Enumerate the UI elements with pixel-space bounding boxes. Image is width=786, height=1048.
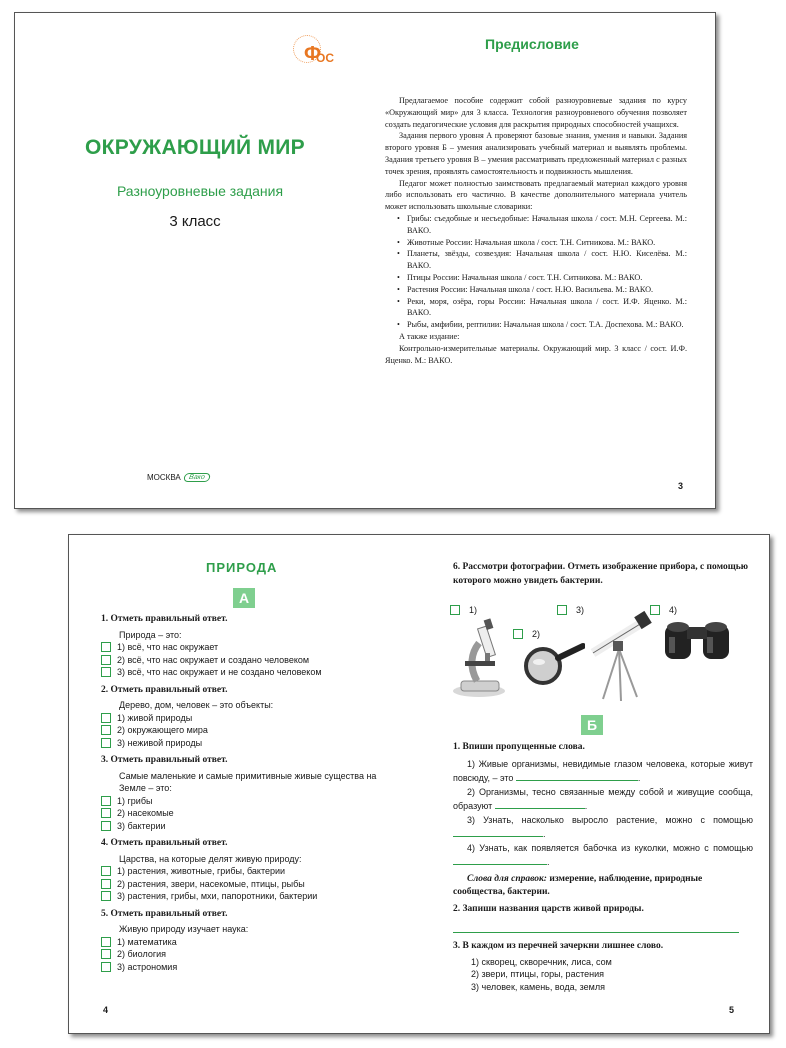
task-a3 <box>101 754 401 832</box>
checkbox[interactable] <box>101 962 111 972</box>
page-number: 3 <box>678 481 684 491</box>
option-label: 2) биология <box>117 949 167 959</box>
reference-label: Слова для справок: <box>467 873 547 884</box>
reference-words <box>453 873 753 899</box>
checkbox[interactable] <box>557 605 567 615</box>
task-number: 5. <box>101 908 109 919</box>
option-label: 3) бактерии <box>117 820 166 831</box>
checkbox[interactable] <box>101 713 111 723</box>
task-a5 <box>101 908 401 974</box>
task-heading: Отметь правильный ответ. <box>110 755 228 765</box>
option-label: 1) математика <box>117 936 177 947</box>
option-label: 1) <box>469 605 478 615</box>
option-label: 2) растения, звери, насекомые, птицы, рыбы <box>117 878 305 889</box>
publisher <box>147 473 210 482</box>
answer-option[interactable] <box>101 890 401 903</box>
page-number-right: 5 <box>729 1005 735 1015</box>
checkbox[interactable] <box>101 949 111 959</box>
answer-option[interactable] <box>101 878 401 891</box>
task-number: 1. <box>101 614 109 624</box>
fgos-logo <box>297 41 341 67</box>
answer-option[interactable] <box>101 654 401 667</box>
task-question: Самые маленькие и самые примитивные живые существа на Земле – это: <box>119 770 377 793</box>
list-item: • Птицы России: Начальная школа / сост. Т.Н. Ситникова. М.: ВАКО. <box>385 272 687 284</box>
task-heading: Отметь правильный ответ. <box>110 908 228 919</box>
list-item: 1) скворец, скворечник, лиса, сом <box>471 956 612 967</box>
task-heading: Впиши пропущенные слова. <box>462 742 585 752</box>
preface-paragraph: Задания первого уровня А проверяют базовые знания, умения и навыки. Задания второго уровня Б – умения анализировать учебный материал и выявлять проблемы. Задания третьего уровня В – умения рассматривать предложенный материал с разных точек зрения, проявлять самостоятельность и подвижность мышления. <box>385 131 687 176</box>
answer-option[interactable] <box>101 961 401 974</box>
task-number: 6. <box>453 562 461 572</box>
preface-last: Контрольно-измерительные материалы. Окружающий мир. 3 класс / сост. И.Ф. Яценко. М.: ВАКО. <box>385 343 687 365</box>
book-title: ОКРУЖАЮЩИЙ МИР <box>85 136 305 159</box>
answer-option[interactable] <box>101 666 401 679</box>
sentence-text: 3) Узнать, насколько выросло растение, можно с помощью <box>467 814 753 825</box>
answer-option[interactable] <box>101 724 401 737</box>
task-b1 <box>453 741 753 899</box>
publisher-logo-icon: Вако <box>183 473 211 482</box>
checkbox[interactable] <box>101 738 111 748</box>
option-label: 2) насекомые <box>117 808 174 818</box>
option-label: 2) всё, что нас окружает и создано человеком <box>117 654 310 665</box>
option-label: 3) растения, грибы, мхи, папоротники, бактерии <box>117 891 318 901</box>
task-b2 <box>453 903 753 933</box>
option-label: 3) неживой природы <box>117 737 203 748</box>
task-heading: Рассмотри фотографии. Отметь изображение прибора, с помощью которого можно увидеть бактерии. <box>453 562 748 586</box>
option-label: 3) астрономия <box>117 961 178 972</box>
section-title: ПРИРОДА <box>206 560 278 575</box>
preface-paragraph: Предлагаемое пособие содержит собой разноуровневые задания по курсу «Окружающий мир» для 3 класса. Технология разноуровневого обучения позволяет создать педагогические условия для раскрытия природных способностей учащихся. <box>385 96 687 129</box>
level-a-tasks <box>101 613 401 973</box>
sentence-text: 4) Узнать, как появляется бабочка из куколки, можно с помощью <box>467 842 753 853</box>
answer-blank[interactable] <box>453 856 547 865</box>
checkbox[interactable] <box>101 879 111 889</box>
sentence-text: 1) Живые организмы, невидимые глазом человека, которые живут повсюду, – это <box>453 758 753 783</box>
answer-option[interactable] <box>101 948 401 961</box>
sentence-2: 2) Организмы, тесно связанные между собой и живущие сообща, образуют . <box>453 786 753 811</box>
logo-text: ОС <box>316 51 334 65</box>
option-label: 1) живой природы <box>117 712 193 723</box>
answer-option[interactable] <box>101 865 401 878</box>
photo-option-2[interactable] <box>513 629 540 639</box>
book-grade: 3 класс <box>169 213 221 230</box>
checkbox[interactable] <box>101 891 111 901</box>
task-number: 3. <box>101 755 109 765</box>
checkbox[interactable] <box>450 605 460 615</box>
list-item: • Растения России: Начальная школа / сост. Н.Ю. Васильева. М.: ВАКО. <box>385 284 687 296</box>
checkbox[interactable] <box>101 642 111 652</box>
magnifier-icon <box>521 640 585 686</box>
level-a-badge: А <box>233 588 255 608</box>
task-number: 2. <box>101 684 109 695</box>
task-question: Дерево, дом, человек – это объекты: <box>119 700 274 710</box>
list-item: • Животные России: Начальная школа / сост. Т.Н. Ситникова. М.: ВАКО. <box>385 237 687 249</box>
checkbox[interactable] <box>101 808 111 818</box>
task-number: 4. <box>101 838 109 848</box>
task-a4 <box>101 837 401 903</box>
sentence-1: 1) Живые организмы, невидимые глазом человека, которые живут повсюду, – это . <box>453 758 753 783</box>
preface-also: А также издание: <box>399 331 460 341</box>
task-question: Царства, на которые делят живую природу: <box>119 853 302 864</box>
answer-option[interactable] <box>101 807 401 820</box>
preface-title: Предисловие <box>485 36 579 52</box>
task-a2 <box>101 684 401 750</box>
reference-list: измерение, наблюдение, природные сообщества, бактерии. <box>453 873 703 897</box>
checkbox[interactable] <box>101 796 111 806</box>
checkbox[interactable] <box>101 866 111 876</box>
task-heading: Отметь правильный ответ. <box>110 684 228 695</box>
task-number: 2. <box>453 904 461 914</box>
publisher-city: МОСКВА <box>147 473 181 482</box>
task-question: Живую природу изучает наука: <box>119 924 249 934</box>
sentence-4: 4) Узнать, как появляется бабочка из куколки, можно с помощью . <box>453 841 753 869</box>
option-label: 1) грибы <box>117 795 153 806</box>
telescope-icon <box>581 609 653 703</box>
list-item: • Реки, моря, озёра, горы России: Начальная школа / сост. И.Ф. Яценко. М.: ВАКО. <box>385 296 687 320</box>
list-item: 2) звери, птицы, горы, растения <box>471 969 604 979</box>
binoculars-icon <box>659 613 735 663</box>
answer-line[interactable] <box>453 919 739 933</box>
task-number: 3. <box>453 941 461 951</box>
sentence-text: 2) Организмы, тесно связанные между собой и живущие сообща, образуют <box>453 786 753 811</box>
answer-blank[interactable] <box>453 828 543 837</box>
logo-mark: Ф <box>304 43 322 65</box>
answer-option[interactable] <box>101 795 401 808</box>
option-label: 3) <box>576 605 585 615</box>
answer-blank[interactable] <box>516 772 638 781</box>
checkbox[interactable] <box>101 655 111 665</box>
option-label: 1) всё, что нас окружает <box>117 642 219 652</box>
answer-blank[interactable] <box>495 800 585 809</box>
sentence-3: 3) Узнать, насколько выросло растение, можно с помощью . <box>453 813 753 841</box>
option-label: 1) растения, животные, грибы, бактерии <box>117 866 286 876</box>
preface-text <box>385 95 687 366</box>
option-label: 4) <box>669 605 678 615</box>
task-heading: Отметь правильный ответ. <box>110 614 228 624</box>
list-item: • Планеты, звёзды, созвездия: Начальная школа / сост. Н.Ю. Киселёва. М.: ВАКО. <box>385 248 687 272</box>
task-heading: Отметь правильный ответ. <box>110 838 228 848</box>
answer-option[interactable] <box>101 936 401 949</box>
list-item: • Рыбы, амфибии, рептилии: Начальная школа / сост. Т.А. Доспехова. М.: ВАКО. <box>385 319 687 331</box>
option-label: 3) всё, что нас окружает и не создано человеком <box>117 667 322 677</box>
checkbox[interactable] <box>101 667 111 677</box>
task-heading: Запиши названия царств живой природы. <box>462 904 644 914</box>
title-spread <box>14 12 716 509</box>
book-subtitle: Разноуровневые задания <box>116 183 284 199</box>
task-question: Природа – это: <box>119 629 182 640</box>
checkbox[interactable] <box>101 937 111 947</box>
checkbox[interactable] <box>101 725 111 735</box>
option-label: 2) окружающего мира <box>117 725 208 735</box>
preface-paragraph: Педагог может полностью заимствовать предлагаемый материал каждого уровня либо использовать его частично. В качестве дополнительного материала учитель может использовать школьные словарики: <box>385 178 687 212</box>
task-number: 1. <box>453 742 461 752</box>
level-b-badge: Б <box>581 715 603 735</box>
option-label: 2) <box>532 629 541 639</box>
microscope-icon <box>449 617 509 701</box>
task-heading: В каждом из перечней зачеркни лишнее слово. <box>462 941 664 951</box>
task-a1 <box>101 613 401 679</box>
checkbox[interactable] <box>513 629 523 639</box>
answer-option[interactable] <box>101 712 401 725</box>
photo-option-3[interactable] <box>557 605 584 615</box>
tasks-spread <box>68 534 770 1034</box>
list-item: • Грибы: съедобные и несъедобные: Начальная школа / сост. М.Н. Сергеева. М.: ВАКО. <box>385 213 687 237</box>
task-b3 <box>453 940 753 993</box>
photo-option-1[interactable] <box>450 605 477 615</box>
dictionary-list <box>385 213 687 331</box>
answer-option[interactable] <box>101 641 401 654</box>
list-item: 3) человек, камень, вода, земля <box>471 981 605 992</box>
answer-option[interactable] <box>101 820 401 833</box>
task-a6 <box>453 560 753 588</box>
page-number-left: 4 <box>103 1005 109 1015</box>
checkbox[interactable] <box>101 821 111 831</box>
answer-option[interactable] <box>101 737 401 750</box>
